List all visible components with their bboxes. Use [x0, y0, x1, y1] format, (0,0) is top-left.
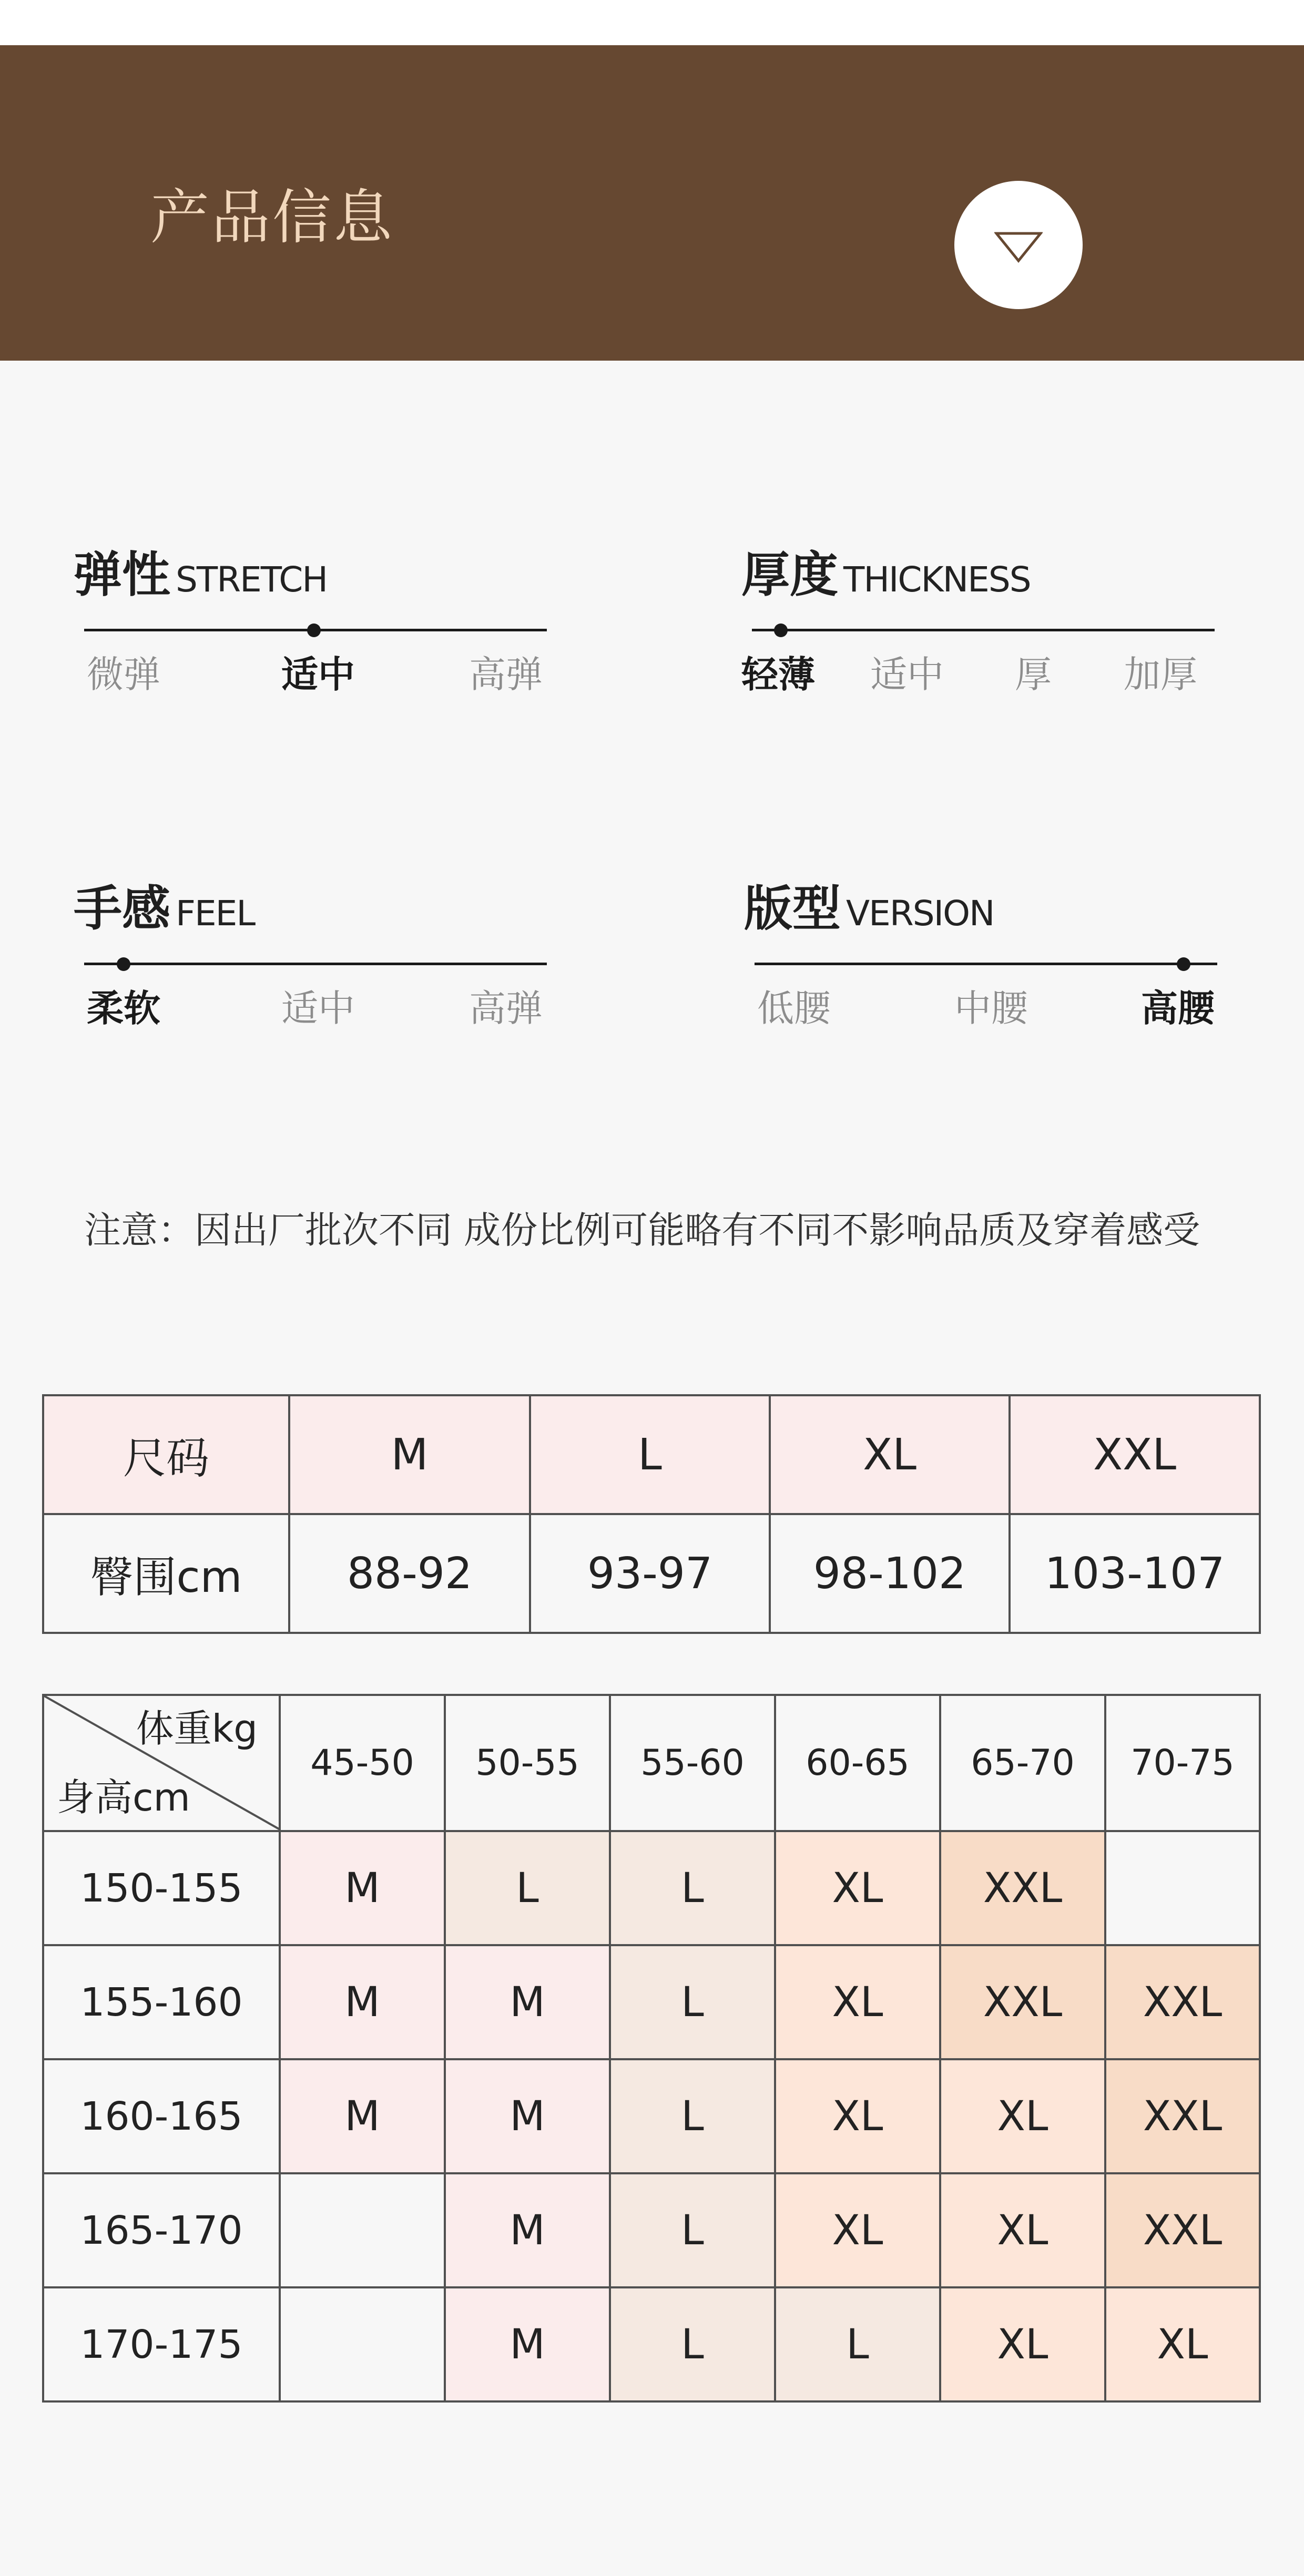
- size-cell: XXL: [1105, 2059, 1260, 2173]
- attr-title-cn: 厚度: [741, 547, 839, 603]
- size-cell: M: [445, 2059, 610, 2173]
- attr-title-cn: 版型: [744, 881, 841, 937]
- size-cell: L: [610, 2173, 775, 2287]
- table-header-cell: XXL: [1010, 1395, 1260, 1514]
- attr-scale-line: [752, 629, 1215, 631]
- attr-scale-marker: [774, 623, 788, 637]
- size-cell: M: [280, 2059, 445, 2173]
- attr-option: 微弹: [87, 653, 160, 696]
- weight-header-cell: 50-55: [445, 1695, 610, 1831]
- weight-header-cell: 65-70: [940, 1695, 1105, 1831]
- attr-title-en: STRETCH: [176, 559, 327, 600]
- size-cell: XL: [1105, 2287, 1260, 2401]
- attr-option: 适中: [870, 653, 944, 696]
- attr-scale-marker: [1177, 957, 1190, 971]
- size-cell: [280, 2287, 445, 2401]
- table-row: [43, 2287, 1260, 2401]
- table-header-row: [43, 1695, 1260, 1831]
- fit-recommendation-table: [42, 1694, 1261, 2403]
- table-row: [43, 2173, 1260, 2287]
- triangle-down-icon: [994, 231, 1043, 263]
- size-cell: M: [445, 1945, 610, 2059]
- height-cell: 170-175: [43, 2287, 280, 2401]
- header-banner: [0, 45, 1304, 361]
- attr-option: 高弹: [469, 653, 543, 696]
- table-header-cell: 尺码: [43, 1395, 289, 1514]
- size-cell: XXL: [1105, 2173, 1260, 2287]
- top-strip: [0, 0, 1304, 45]
- attr-option-selected: 高腰: [1141, 987, 1215, 1030]
- height-cell: 160-165: [43, 2059, 280, 2173]
- attr-option: 加厚: [1124, 653, 1197, 696]
- table-header-cell: L: [530, 1395, 770, 1514]
- weight-header-cell: 55-60: [610, 1695, 775, 1831]
- attr-option: 厚: [1015, 653, 1052, 696]
- table-cell: 103-107: [1010, 1514, 1260, 1633]
- notice-text: 注意：因出厂批次不同 成份比例可能略有不同不影响品质及穿着感受: [84, 1209, 1200, 1252]
- weight-axis-label: 体重kg: [136, 1706, 258, 1751]
- size-cell: L: [610, 2287, 775, 2401]
- size-cell: L: [610, 2059, 775, 2173]
- page-title: 产品信息: [150, 183, 394, 252]
- size-cell: XL: [940, 2059, 1105, 2173]
- weight-header-cell: 45-50: [280, 1695, 445, 1831]
- attr-option: 适中: [281, 987, 355, 1030]
- size-cell: XL: [775, 2173, 940, 2287]
- attr-option: 低腰: [757, 987, 831, 1030]
- size-cell: [280, 2173, 445, 2287]
- attr-scale-marker: [307, 623, 321, 637]
- attr-option-selected: 柔软: [87, 987, 160, 1030]
- size-cell: XL: [940, 2287, 1105, 2401]
- attr-title-cn: 手感: [74, 881, 171, 937]
- attr-option-selected: 轻薄: [741, 653, 815, 696]
- size-cell: M: [280, 1831, 445, 1945]
- table-cell: 93-97: [530, 1514, 770, 1633]
- table-cell: 臀围cm: [43, 1514, 289, 1633]
- attr-title: [74, 881, 255, 937]
- size-hip-table: [42, 1394, 1261, 1634]
- table-corner-cell: [43, 1695, 280, 1831]
- size-cell: [1105, 1831, 1260, 1945]
- attr-scale-line: [755, 963, 1217, 965]
- size-cell: XXL: [940, 1945, 1105, 2059]
- size-cell: M: [445, 2173, 610, 2287]
- attr-title-cn: 弹性: [74, 547, 171, 603]
- table-cell: 98-102: [770, 1514, 1010, 1633]
- attr-title-en: THICKNESS: [843, 559, 1031, 600]
- size-cell: L: [610, 1831, 775, 1945]
- attr-scale-line: [84, 963, 547, 965]
- size-cell: XL: [940, 2173, 1105, 2287]
- table-row: [43, 2059, 1260, 2173]
- height-cell: 165-170: [43, 2173, 280, 2287]
- table-cell: 88-92: [289, 1514, 530, 1633]
- weight-header-cell: 70-75: [1105, 1695, 1260, 1831]
- attr-title: [74, 547, 327, 603]
- table-header-row: [43, 1395, 1260, 1514]
- attr-title-en: FEEL: [176, 893, 255, 934]
- attr-option-selected: 适中: [281, 653, 355, 696]
- attr-scale-marker: [117, 957, 130, 971]
- attr-option: 高弹: [469, 987, 543, 1030]
- attr-title: [741, 547, 1031, 603]
- table-row: [43, 1514, 1260, 1633]
- size-cell: L: [775, 2287, 940, 2401]
- height-cell: 150-155: [43, 1831, 280, 1945]
- table-row: [43, 1945, 1260, 2059]
- height-axis-label: 身高cm: [57, 1775, 190, 1819]
- size-cell: XXL: [940, 1831, 1105, 1945]
- table-header-cell: M: [289, 1395, 530, 1514]
- attr-title: [744, 881, 994, 937]
- size-cell: L: [445, 1831, 610, 1945]
- weight-header-cell: 60-65: [775, 1695, 940, 1831]
- size-cell: M: [280, 1945, 445, 2059]
- attr-option: 中腰: [954, 987, 1028, 1030]
- size-cell: L: [610, 1945, 775, 2059]
- size-cell: M: [445, 2287, 610, 2401]
- attr-title-en: VERSION: [846, 893, 994, 934]
- size-cell: XXL: [1105, 1945, 1260, 2059]
- size-cell: XL: [775, 2059, 940, 2173]
- size-cell: XL: [775, 1945, 940, 2059]
- table-row: [43, 1831, 1260, 1945]
- height-cell: 155-160: [43, 1945, 280, 2059]
- table-header-cell: XL: [770, 1395, 1010, 1514]
- collapse-toggle-button[interactable]: [954, 181, 1083, 309]
- size-cell: XL: [775, 1831, 940, 1945]
